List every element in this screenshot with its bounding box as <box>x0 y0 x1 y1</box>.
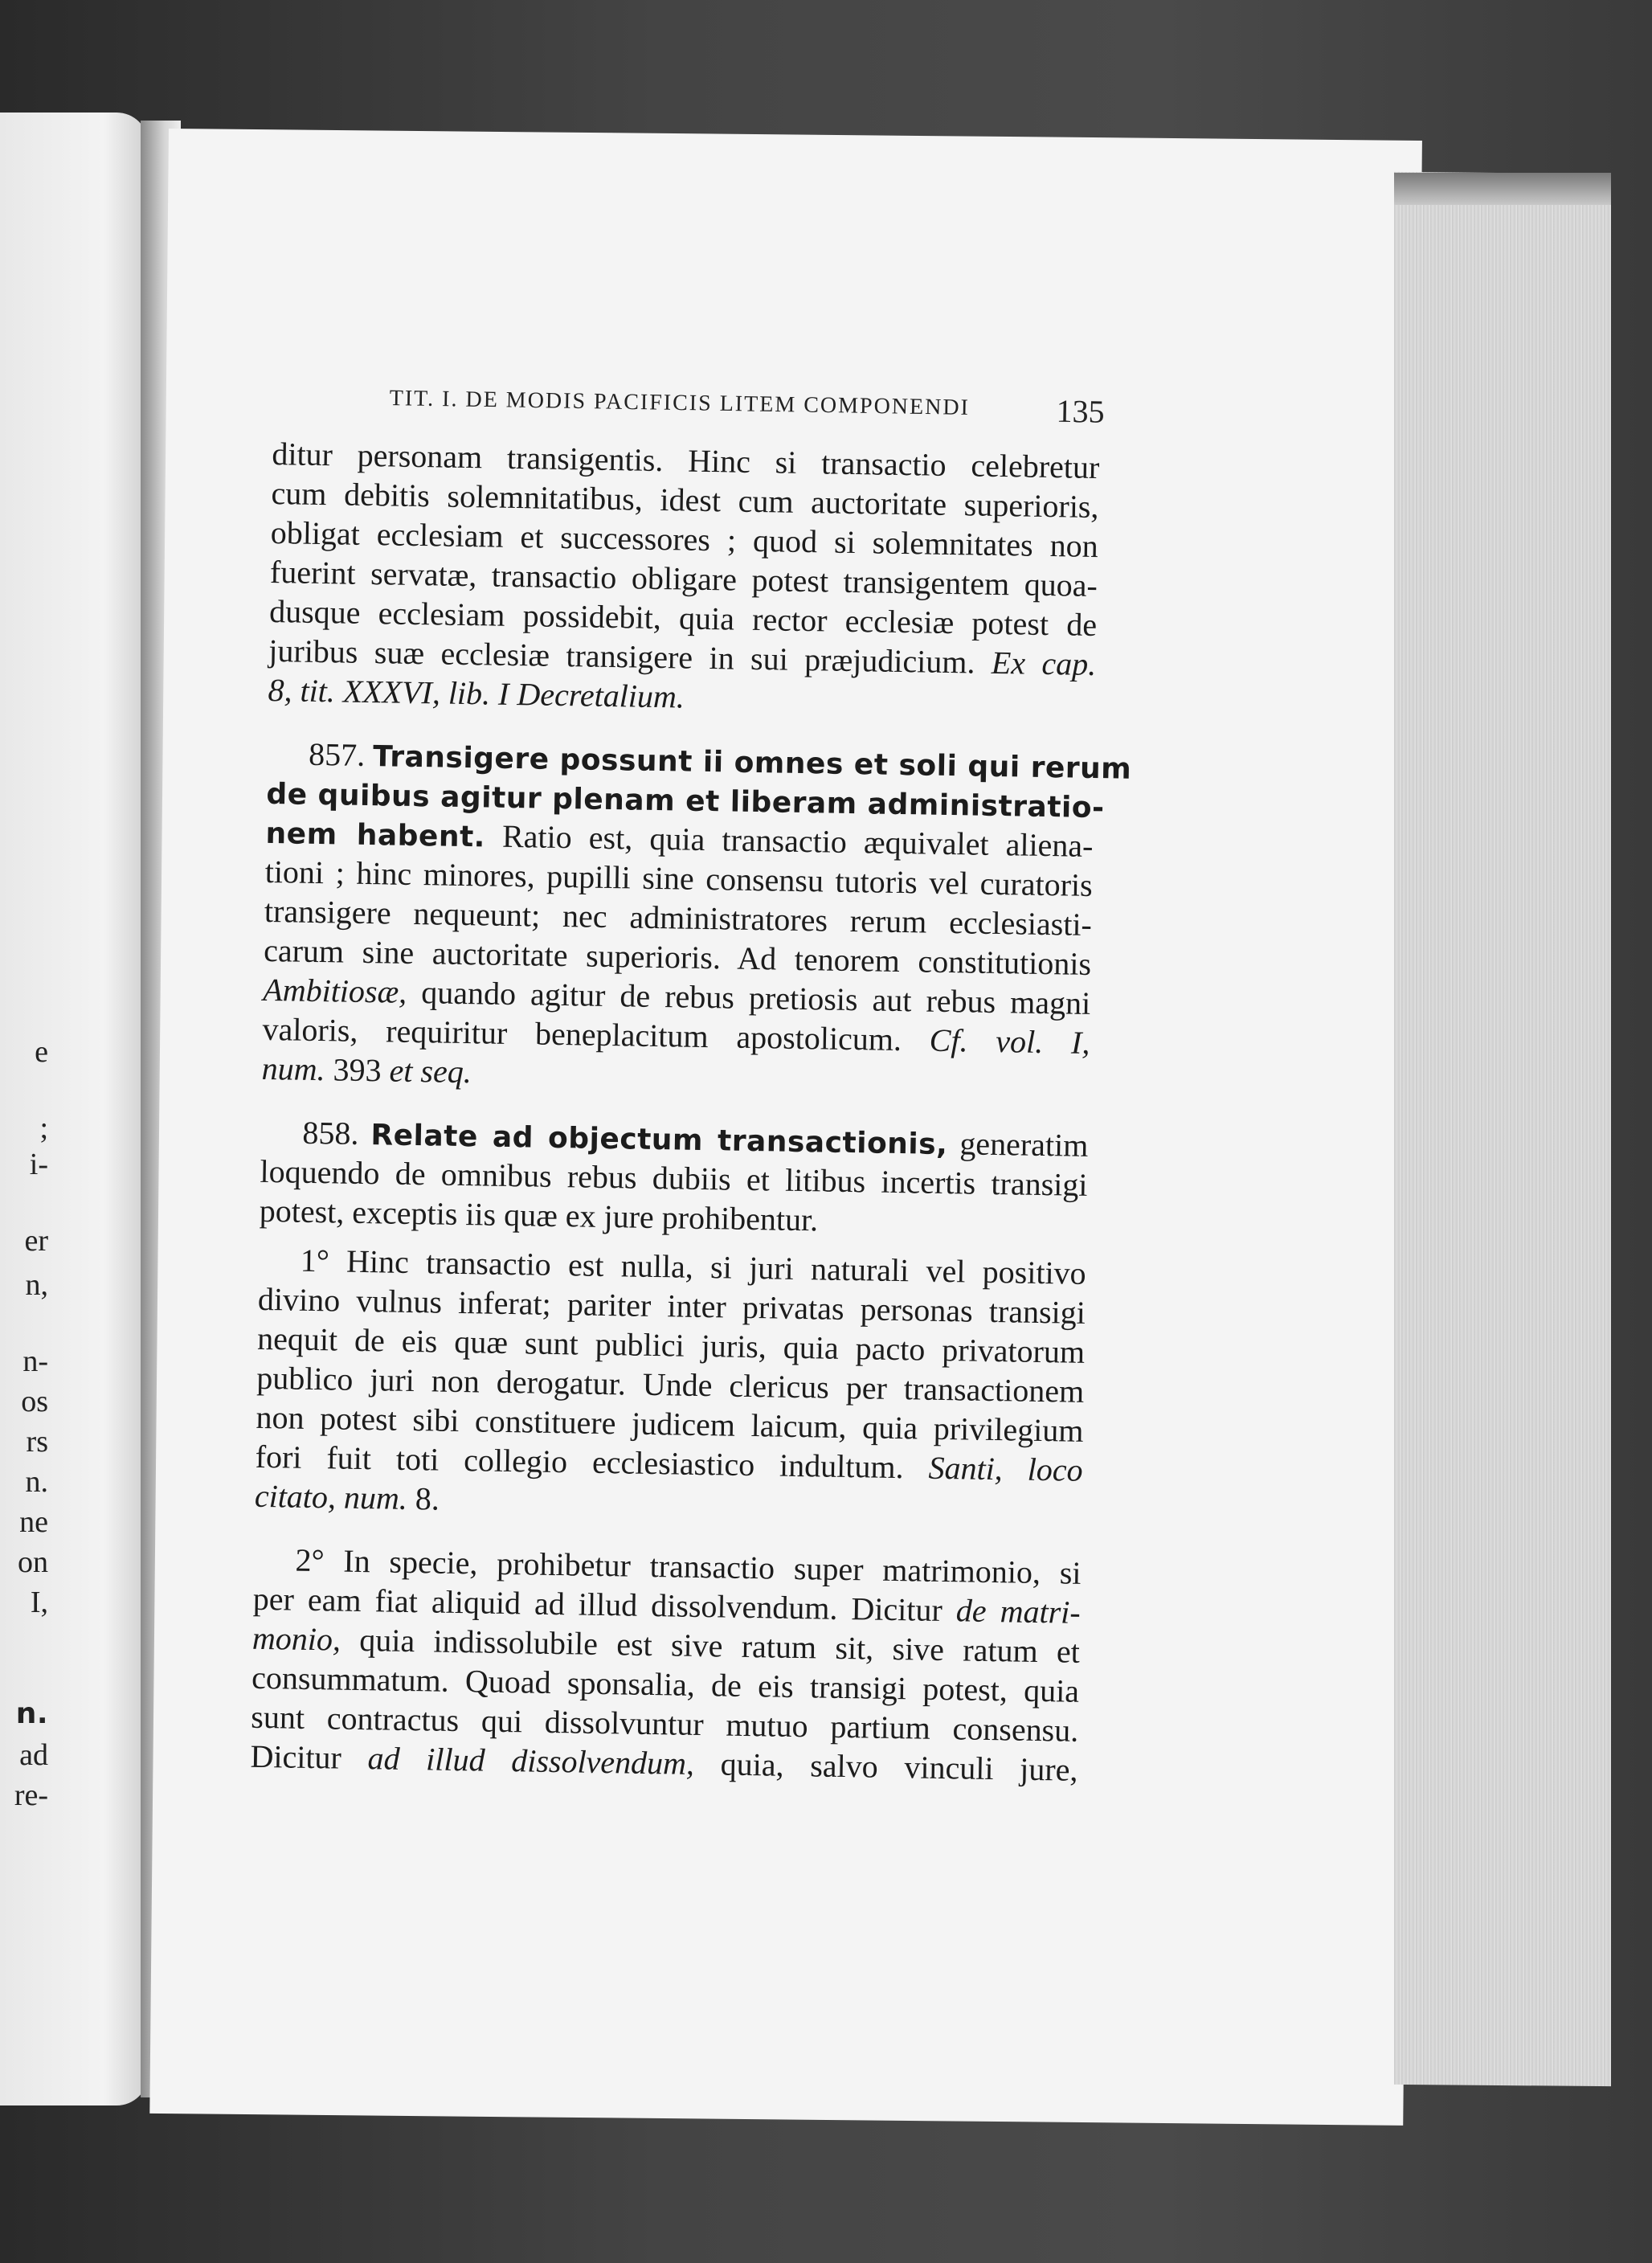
citation: Cf. vol. I, <box>929 1021 1090 1061</box>
text-span: quia indissolubile est sive ratum sit, sive ratum et <box>358 1621 1081 1670</box>
text-span: valoris, requiritur beneplacitum apostolicum. <box>262 1010 902 1058</box>
text-line: potest, exceptis iis quæ ex jure prohibentur. <box>259 1192 819 1238</box>
italic-term: ad illud dissolvendum, <box>367 1740 695 1782</box>
citation: Ex cap. <box>991 644 1097 683</box>
text-line: transigere nequeunt; nec administratores rerum ecclesiasti- <box>264 892 1093 943</box>
text-span: 8. <box>415 1480 440 1517</box>
italic-term: Ambitiosæ, <box>263 971 407 1010</box>
facing-page-fragment: n. <box>25 1465 48 1499</box>
text-span: quia, salvo vinculi jure, <box>720 1745 1078 1788</box>
page-edges-top <box>1394 173 1611 205</box>
text-span: 393 <box>333 1051 382 1089</box>
facing-page-fragment: n. <box>15 1697 48 1730</box>
text-span: juribus suæ ecclesiæ transigere in sui præjudicium. <box>268 632 975 681</box>
italic-term: monio, <box>251 1619 341 1658</box>
citation-line: 8, tit. XXXVI, lib. I Decretalium. <box>268 671 685 715</box>
section-heading: nem habent. <box>265 816 486 854</box>
section-heading: Relate ad objectum transactionis, <box>370 1119 948 1162</box>
section-number: 858. <box>302 1114 359 1152</box>
facing-page-fragment: on <box>18 1545 48 1579</box>
citation: num. <box>261 1050 326 1088</box>
text-span: Ratio est, quia transactio æquivalet aliena- <box>501 817 1094 864</box>
text-line: carum sine auctoritate superioris. Ad tenorem constitutionis <box>263 931 1092 982</box>
citation: Santi, loco <box>928 1449 1083 1488</box>
facing-page-fragment: n- <box>22 1344 48 1378</box>
text-span: generatim <box>959 1125 1089 1164</box>
text-line: obligat ecclesiam et successores ; quod si solemnitates non <box>270 514 1099 565</box>
body-text <box>250 378 1132 1790</box>
text-span: per eam fiat aliquid ad illud dissolvendum. Dicitur <box>252 1580 943 1629</box>
text-line: fuerint servatæ, transactio obligare potest transigentem quoa- <box>269 553 1098 604</box>
facing-page <box>0 113 149 2105</box>
facing-page-fragment: os <box>21 1385 48 1418</box>
text-span: Dicitur <box>250 1737 342 1776</box>
text-line: dusque ecclesiam possidebit, quia rector ecclesiæ potest de <box>268 592 1098 644</box>
section-number: 857. <box>308 735 366 773</box>
text-line: non potest sibi constituere judicem laicum, quia privilegium <box>256 1398 1084 1449</box>
citation: citato, num. <box>254 1477 408 1516</box>
facing-page-fragment: i- <box>29 1148 48 1181</box>
text-line: divino vulnus inferat; pariter inter privatas personas transigi <box>257 1280 1086 1331</box>
text-span: fori fuit toti collegio ecclesiastico indultum. <box>255 1438 904 1486</box>
text-line: cum debitis solemnitatibus, idest cum auctoritate superioris, <box>271 474 1099 526</box>
text-line: nequit de eis quæ sunt publici juris, quia pacto privatorum <box>256 1320 1086 1370</box>
section-heading: de quibus agitur plenam et liberam administratio- <box>266 777 1105 825</box>
section-heading: Transigere possunt ii omnes et soli qui rerum <box>372 740 1132 786</box>
facing-page-fragment: er <box>24 1224 48 1258</box>
running-head: TIT. I. DE MODIS PACIFICIS LITEM COMPONENDI <box>389 386 971 420</box>
text-line: ditur personam transigentis. Hinc si transactio celebretur <box>272 435 1100 486</box>
text-line: loquendo de omnibus rebus dubiis et litibus incertis transigi <box>260 1152 1088 1203</box>
page-number: 135 <box>1056 392 1105 430</box>
text-line: sunt contractus qui dissolvuntur mutuo partium consensu. <box>250 1698 1079 1749</box>
facing-page-fragment: n, <box>25 1268 48 1302</box>
page-edges <box>1394 172 1611 2086</box>
citation: et seq. <box>389 1052 472 1091</box>
facing-page-fragment: I, <box>30 1586 48 1619</box>
text-line: 2° In specie, prohibetur transactio super matrimonio, si <box>295 1541 1082 1591</box>
text-line: tioni ; hinc minores, pupilli sine consensu tutoris vel curatoris <box>264 853 1094 903</box>
text-span: quando agitur de rebus pretiosis aut rebus magni <box>420 974 1091 1021</box>
text-line: publico juri non derogatur. Unde clericus per transactionem <box>256 1359 1085 1410</box>
text-line: consummatum. Quoad sponsalia, de eis transigi potest, quia <box>251 1659 1080 1709</box>
facing-page-fragment: ne <box>19 1505 48 1539</box>
facing-page-fragment: rs <box>26 1425 48 1459</box>
facing-page-fragment: ad <box>19 1738 48 1772</box>
text-line: 1° Hinc transactio est nulla, si juri naturali vel positivo <box>300 1242 1087 1291</box>
italic-term: de matri- <box>955 1592 1082 1631</box>
facing-page-fragment: e <box>35 1035 48 1069</box>
facing-page-fragment: ; <box>39 1111 48 1145</box>
facing-page-fragment: re- <box>14 1778 48 1812</box>
